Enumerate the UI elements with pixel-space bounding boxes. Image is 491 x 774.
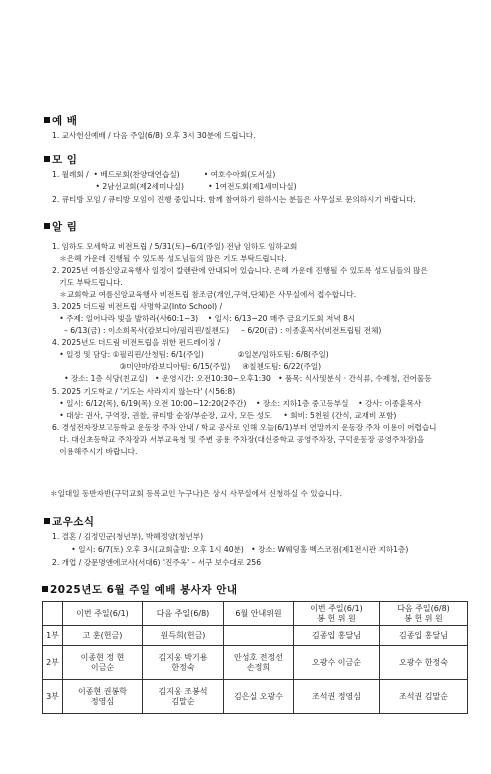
meetings-line-2: • 2남선교회(제2세미나실) • 1여전도회(제1세미나실): [52, 182, 297, 191]
members-line-2: • 일시: 6/7(토) 오후 3시(교회출발: 오후 1시 40분) • 장소: W웨딩홀 벡스코점(제1전시관 지하1층): [52, 545, 409, 554]
notice-line-3: 2. 2025년 여름신앙교육행사 일정이 칼렌란에 안내되어 있습니다. 은혜 가운데 진행될 수 있도록 성도님들의 많은: [52, 266, 428, 275]
notice-line-7: • 주제: 일어나라 빛을 발하라(사60:1~3) • 일시: 6/13~20 매주 금요기도회 저녁 8시: [52, 314, 356, 323]
notice-line-14: • 일시: 6/12(목), 6/19(목) 오전 10:00~12:20(2주간) • 장소: 지하1층 중고등부실 • 강사: 이종훈목사: [52, 399, 422, 408]
header-this-sunday: 이번 주일(6/1): [63, 602, 143, 626]
header-cell-empty: [43, 602, 63, 626]
notice-line-17: 다. 대신초등학교 주차장과 서부교육청 및 주변 공용 주차장(대신중학교 공영주차장, 구덕운동장 공영주차장)을: [52, 435, 425, 444]
notice-line-5: ＊교회학교 여름신앙교육행사 비전트립 참조금(개인,구역,단체)은 사무실에서 접수합니다.: [52, 290, 357, 299]
table-cell: 김종입 홍달님: [380, 626, 468, 646]
header-next-offering: 다음 주일(6/8) 봉 헌 위 원: [380, 602, 468, 626]
notices-title: 알 림: [44, 220, 77, 235]
schedule-table: [42, 601, 468, 714]
notice-line-2: ＊은혜 가운데 진행될 수 있도록 성도님들의 많은 기도 부탁드립니다.: [52, 254, 287, 263]
table-cell: 조석권 정영심: [294, 680, 380, 714]
worship-title: 예 배: [44, 114, 77, 129]
table-cell: 이종현 권봉학 정영심: [63, 680, 143, 714]
meetings-line-3: 2. 큐티방 모임 / 큐티방 모임이 진행 중입니다. 함께 참여하기 원하시는 분들은 사무실로 문의하시기 바랍니다.: [52, 195, 416, 204]
row-label: 2부: [43, 646, 63, 680]
members-line-3: 2. 개업 / 강문명앤에코사(서대6) '진주옥' – 서구 보수대로 256: [52, 558, 262, 567]
table-cell: 김종입 홍달님: [294, 626, 380, 646]
meetings-line-1: 1. 월례회 / • 베드로회(찬양대연습실) • 여호수아회(도서실): [52, 170, 276, 179]
notice-line-4: 기도 부탁드립니다.: [52, 278, 123, 287]
table-cell: 김은실 오광수: [224, 680, 294, 714]
table-cell: 안성호 전정선 손정희: [224, 646, 294, 680]
row-label: 3부: [43, 680, 63, 714]
notice-line-15: • 대상: 권사, 구역장, 권찰, 큐티방 순장/부순장, 교사, 모든 성도 • 회비: 5천원 (간식, 교재비 포함): [52, 411, 397, 420]
header-this-offering: 이번 주일(6/1) 봉 헌 위 원: [294, 602, 380, 626]
worship-line-1: 1. 교사헌신예배 / 다음 주일(6/8) 오후 3시 30분에 드립니다.: [52, 131, 256, 140]
notice-line-6: 3. 2025 더드림 비전트립 사명학교(Into School) /: [52, 302, 223, 311]
notice-line-18: 이용해주시기 바랍니다.: [52, 447, 138, 456]
table-cell: 고 훈(헌금): [63, 626, 143, 646]
table-row: [43, 626, 468, 646]
table-cell: 김지웅 조봉석 김말순: [143, 680, 224, 714]
table-cell: 김지웅 박기용 한정숙: [143, 646, 224, 680]
table-cell: 오광수 한정숙: [380, 646, 468, 680]
schedule-title: 2025년도 6월 주일 예배 봉사자 안내: [42, 583, 238, 598]
notice-line-10: • 일정 및 담당: ①필리핀/산청팀: 6/1(주일) ②일본/임하도팀: 6/8(주일): [52, 350, 329, 359]
meetings-title: 모 임: [44, 153, 77, 168]
notice-line-11: ③미얀마/캄보디아팀: 6/15(주일) ④칠첸도팀: 6/22(주일): [52, 362, 322, 371]
notice-line-1: 1. 임하도 모세학교 비전트립 / 5/31(토)~6/1(주일) 전남 임하도 임하교회: [52, 242, 298, 251]
table-cell: [224, 626, 294, 646]
notice-line-8: – 6/13(금) : 이소희목사(캄보디아/필리핀/칠첸도) – 6/20(금) : 이종훈목사(비전트립팀 전체): [52, 326, 382, 335]
table-cell: 이종현 정 현 이금순: [63, 646, 143, 680]
row-label: 1부: [43, 626, 63, 646]
notice-line-9: 4. 2025년도 더드림 비전트립을 위한 펀드레이징 /: [52, 338, 221, 347]
schedule-table-wrap: [42, 601, 467, 714]
header-next-sunday: 다음 주일(6/8): [143, 602, 224, 626]
schedule-header-row: [43, 602, 468, 626]
table-cell: 조석권 김말순: [380, 680, 468, 714]
members-title: 교우소식: [44, 515, 95, 530]
notice-line-13: 5. 2025 기도학교 / '기도는 사라지지 않는다' (시56:8): [52, 387, 236, 396]
table-cell: 원득희(헌금): [143, 626, 224, 646]
notice-line-12: • 장소: 1층 식당(친교실) • 운영시간: 오전10:30~오후1:30 • 품목: 식사및분식 · 간식류, 수제청, 건어물등: [52, 374, 432, 383]
table-row: [43, 646, 468, 680]
table-cell: 오광수 이금순: [294, 646, 380, 680]
register-note: ＊일대일 동반자반(구덕교회 등록교인 누구나)은 상시 사무실에서 신청하실 수 있습니다.: [50, 489, 342, 498]
header-june-ushers: 6월 안내위원: [224, 602, 294, 626]
notice-line-16: 6. 경성전자장보고등학교 운동장 주차 안내 / 학교 공사로 인해 오늘(6/1)부터 연말까지 운동장 주차 이용이 어렵습니: [52, 423, 437, 432]
table-row: [43, 680, 468, 714]
members-line-1: 1. 결혼 / 김정민군(청년부), 박혜정양(청년부): [52, 532, 204, 541]
